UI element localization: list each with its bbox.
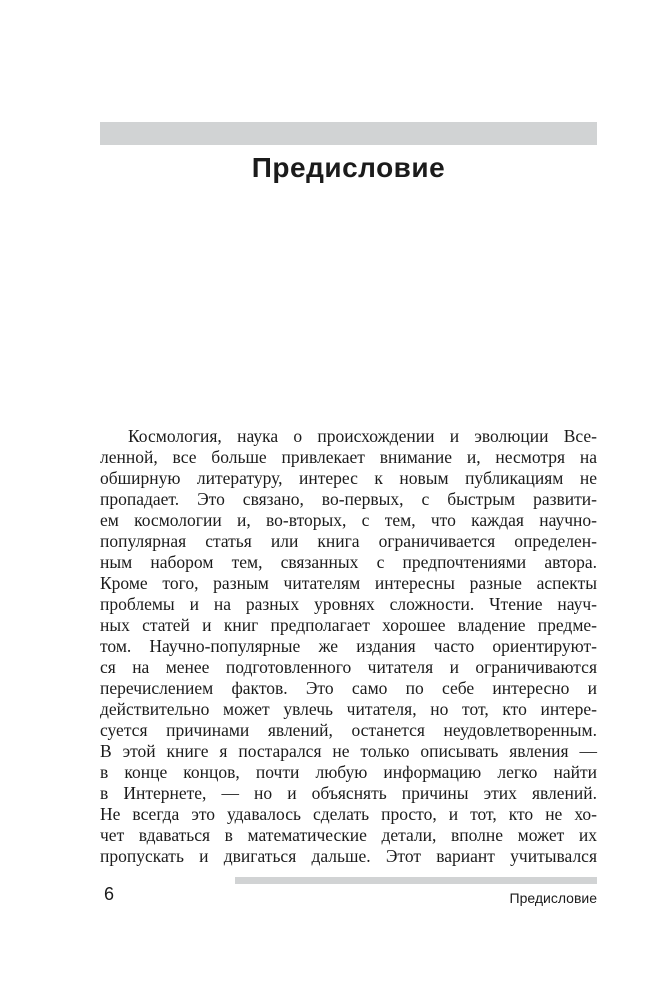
body-text-line: Кроме того, разным читателям интересны разные аспекты [100, 573, 597, 593]
body-text-line: обширную литературу, интерес к новым публикациям не [100, 468, 597, 488]
body-text-line: действительно может увлечь читателя, но тот, кто интере- [100, 699, 597, 719]
body-text-line: пропадает. Это связано, во-первых, с быстрым развити- [100, 489, 597, 509]
body-text-line: перечислением фактов. Это само по себе интересно и [100, 678, 597, 698]
body-text-line: ем космологии и, во-вторых, с тем, что каждая научно- [100, 510, 597, 530]
body-text-line: ных статей и книг предполагает хорошее владение предме- [100, 615, 597, 635]
page-number: 6 [104, 884, 115, 904]
body-text [100, 426, 597, 867]
body-text-line: том. Научно-популярные же издания часто ориентируют- [100, 636, 597, 656]
chapter-title: Предисловие [251, 152, 446, 183]
body-text-line: пропускать и двигаться дальше. Этот вариант учитывался [100, 846, 597, 866]
body-text-line: ленной, все больше привлекает внимание и, несмотря на [100, 447, 597, 467]
body-text-line: проблемы и на разных уровнях сложности. Чтение науч- [100, 594, 597, 614]
body-text-line: суется причинами явлений, останется неудовлетворенным. [100, 720, 597, 740]
body-text-line: в конце концов, почти любую информацию легко найти [100, 762, 597, 782]
body-text-line: Космология, наука о происхождении и эволюции Все- [128, 426, 597, 446]
body-text-line: Не всегда это удавалось сделать просто, и тот, кто не хо- [100, 804, 597, 824]
body-text-line: популярная статья или книга ограничивается определен- [100, 531, 597, 551]
body-text-line: ся на менее подготовленного читателя и ограничиваются [100, 657, 597, 677]
body-text-line: ным набором тем, связанных с предпочтениями автора. [100, 552, 597, 572]
footer-divider-bar [235, 877, 597, 884]
body-text-line: В этой книге я постарался не только описывать явления — [100, 741, 597, 761]
body-text-line: в Интернете, — но и объяснять причины этих явлений. [100, 783, 597, 803]
body-text-line: чет вдаваться в математические детали, вполне может их [100, 825, 597, 845]
header-divider-bar [100, 122, 597, 145]
running-title: Предисловие [509, 890, 597, 906]
